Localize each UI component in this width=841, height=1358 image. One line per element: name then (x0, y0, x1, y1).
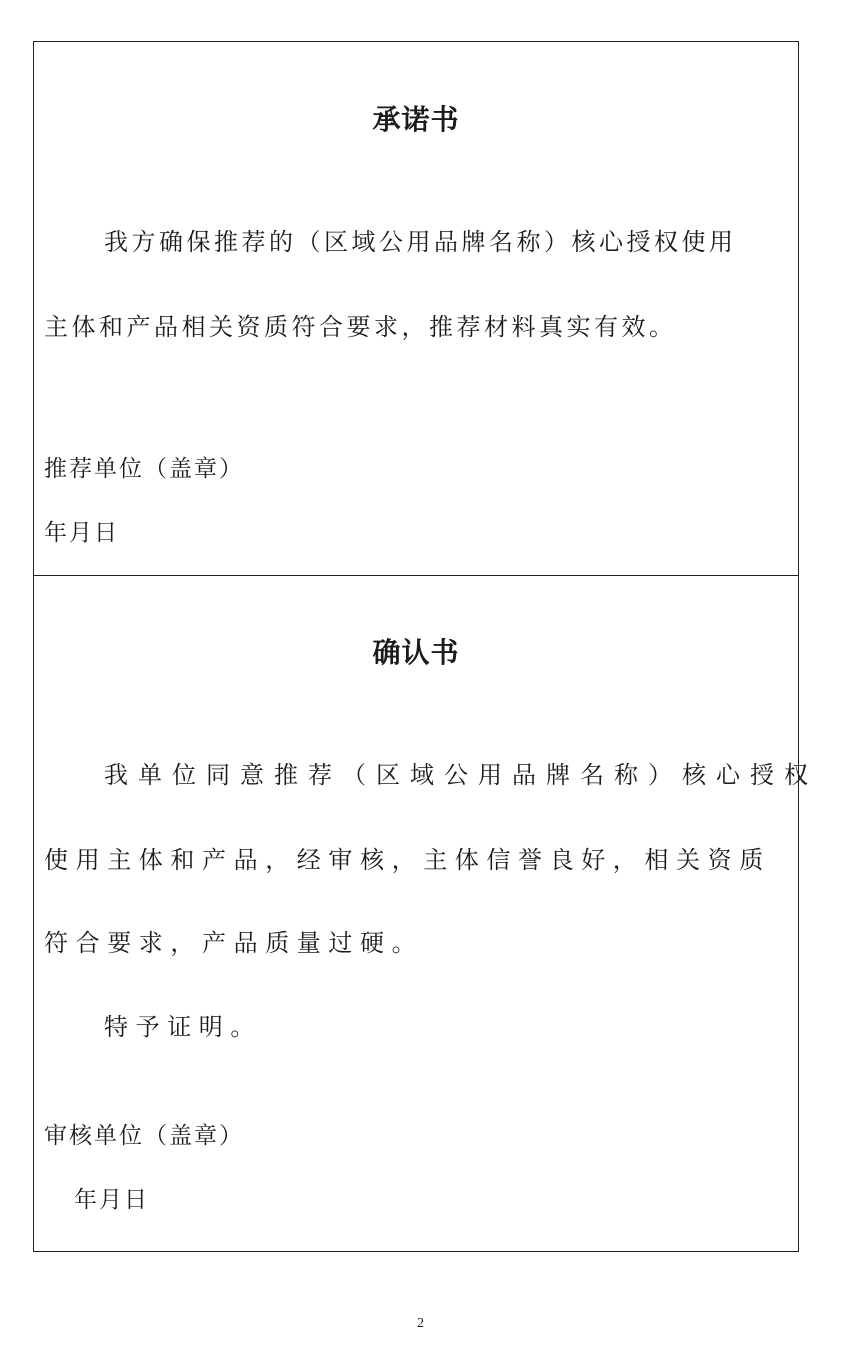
confirmation-paragraph-line-3: 符合要求，产品质量过硬。 (44, 929, 424, 957)
form-frame (33, 41, 818, 1252)
confirmation-date-label: 年月日 (74, 1187, 149, 1213)
commitment-date-label: 年月日 (44, 520, 119, 546)
confirmation-proof-line: 特予证明。 (104, 1013, 262, 1041)
confirmation-section (34, 575, 818, 1251)
commitment-paragraph-line-2: 主体和产品相关资质符合要求，推荐材料真实有效。 (44, 313, 677, 341)
confirmation-paragraph-line-2: 使用主体和产品，经审核，主体信誉良好，相关资质 (44, 846, 771, 874)
page-number: 2 (417, 1316, 424, 1331)
confirmation-signature-label: 审核单位（盖章） (44, 1123, 244, 1149)
confirmation-title: 确认书 (372, 636, 460, 669)
commitment-section (34, 42, 798, 576)
confirmation-paragraph-line-1: 我单位同意推荐（区域公用品牌名称）核心授权 (104, 761, 818, 789)
commitment-title: 承诺书 (372, 103, 460, 136)
commitment-paragraph-line-1: 我方确保推荐的（区域公用品牌名称）核心授权使用 (104, 228, 737, 256)
commitment-signature-label: 推荐单位（盖章） (44, 456, 244, 482)
